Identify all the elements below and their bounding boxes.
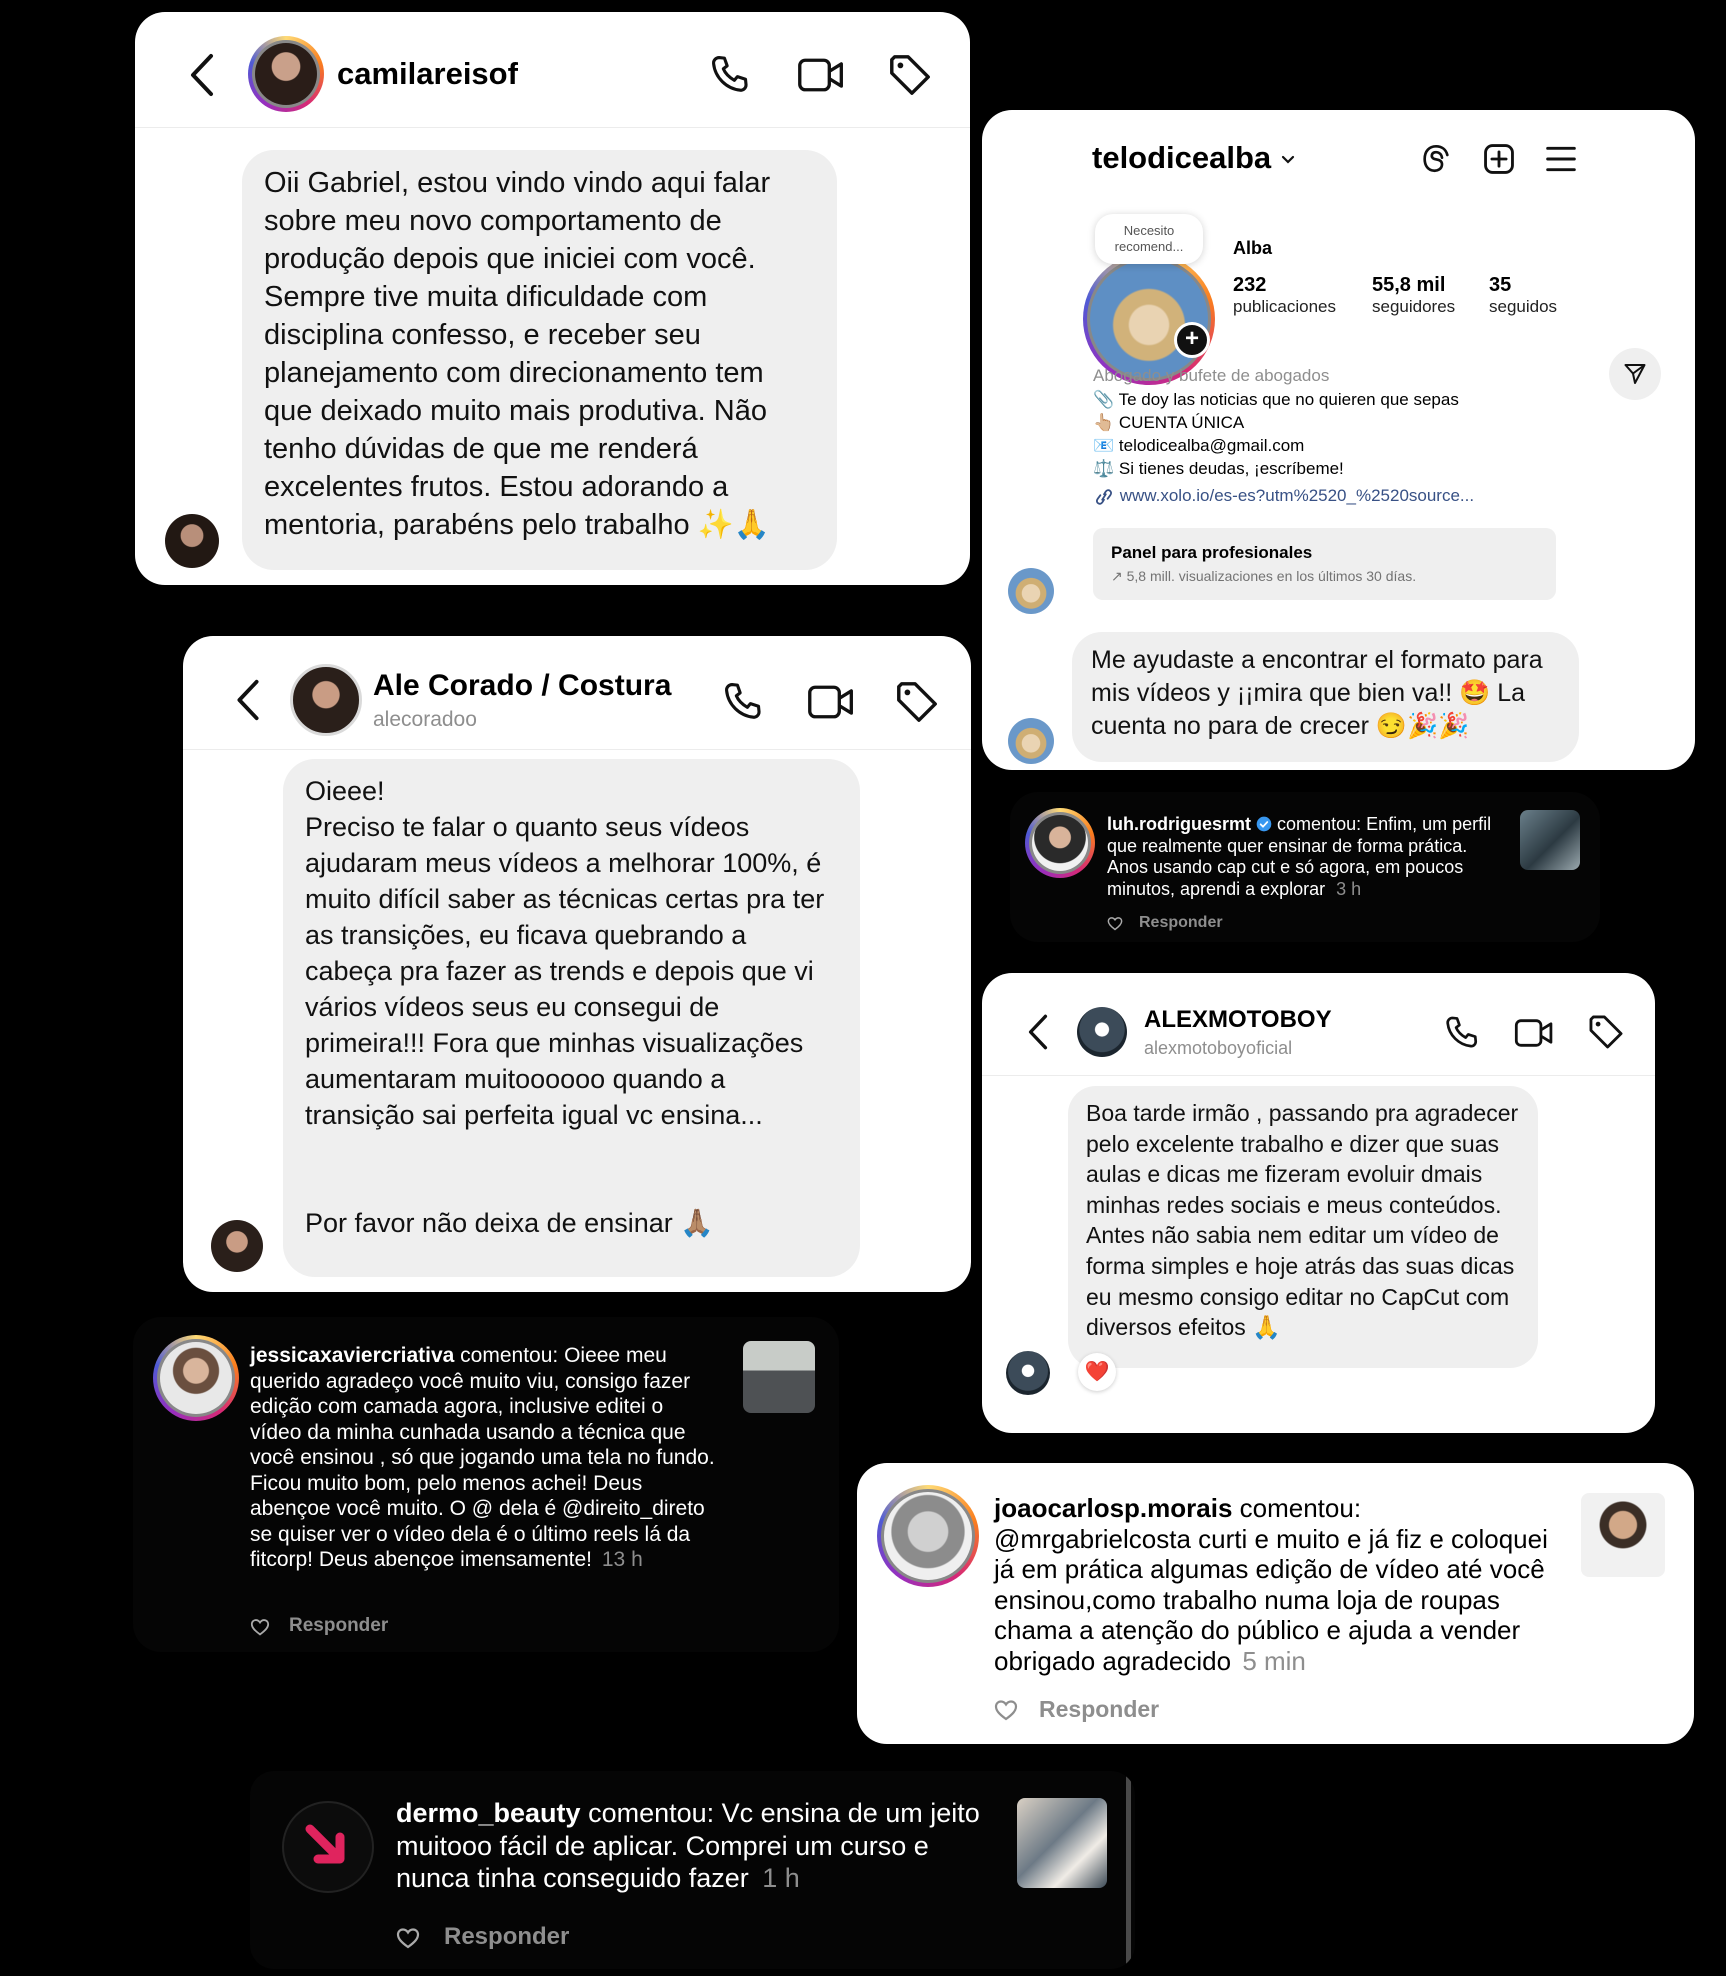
chat-header [135, 12, 970, 128]
chat-name[interactable]: Ale Corado / Costura [373, 669, 672, 702]
menu-icon[interactable] [1545, 144, 1577, 174]
reply-link[interactable]: Responder [1139, 914, 1223, 931]
message-text-2: Por favor não deixa de ensinar 🙏🏽 [305, 1208, 714, 1238]
comment-card-joao [857, 1463, 1694, 1744]
link-icon [1093, 488, 1115, 506]
reply-link[interactable]: Responder [444, 1923, 570, 1950]
verified-badge-icon [1256, 816, 1272, 832]
commenter-avatar[interactable] [153, 1335, 239, 1421]
tag-icon[interactable] [894, 679, 940, 725]
note-bubble[interactable]: Necesito recomend... [1095, 214, 1203, 264]
sender-avatar[interactable] [1008, 568, 1054, 614]
avatar[interactable] [1077, 1007, 1127, 1057]
chat-card-alecoradoo [183, 636, 971, 1292]
chat-header [183, 636, 971, 750]
sender-avatar[interactable] [211, 1220, 263, 1272]
profile-name: Alba [1233, 238, 1273, 258]
stat-followers[interactable]: 55,8 mil seguidores [1372, 274, 1456, 316]
phone-icon[interactable] [720, 679, 764, 725]
send-icon-button[interactable] [1609, 348, 1661, 400]
profile-username[interactable]: telodicealba [1092, 140, 1296, 176]
heart-icon[interactable] [1107, 916, 1123, 931]
chat-username[interactable]: camilareisof [337, 56, 518, 91]
post-thumbnail[interactable] [1520, 810, 1580, 870]
comment-username[interactable]: jessicaxaviercriativa [250, 1344, 455, 1367]
chat-name[interactable]: ALEXMOTOBOY [1144, 1006, 1332, 1033]
message-text: Boa tarde irmão , passando pra agradecer pelo excelente trabalho e dizer que suas aulas e dicas me fizeram evoluir dmais minhas redes sociais e meus conteúdos. Antes não sabia nem editar um vídeo de forma simples e hoje atrás das suas dicas eu mesmo consigo editar no CapCut com diversos efeitos 🙏 [1086, 1100, 1519, 1341]
avatar[interactable] [248, 36, 324, 112]
commenter-avatar[interactable] [282, 1801, 374, 1893]
sender-avatar[interactable] [165, 514, 219, 568]
message-bubble[interactable] [1068, 1086, 1538, 1368]
tag-icon[interactable] [887, 52, 933, 98]
message-bubble[interactable] [1072, 632, 1579, 762]
post-thumbnail[interactable] [1581, 1493, 1665, 1577]
profile-card-telodicealba [982, 110, 1695, 770]
sender-avatar[interactable] [1006, 1351, 1050, 1395]
chevron-down-icon[interactable] [1280, 154, 1296, 166]
comment-text: jessicaxaviercriativa comentou: Oieee meu querido agradeço você muito viu, consigo fazer edição com camada agora, inclusive editei o vídeo da minha cunhada usando a técnica que você ensinou , só que jogando uma tela no fundo. Ficou muito bom, pelo menos achei! Deus abençoe você muito. O @ dela é @direito_direto se quiser ver o vídeo dela é o último reels lá da fitcorp! Deus abençoe imensamente! 13 h [250, 1344, 715, 1571]
bio-line-2: 👆🏼 CUENTA ÚNICA [1093, 413, 1245, 432]
comment-username[interactable]: luh.rodriguesrmt [1107, 814, 1252, 834]
post-thumbnail[interactable] [743, 1341, 815, 1413]
message-bubble[interactable] [242, 150, 837, 570]
heart-icon[interactable] [994, 1699, 1018, 1721]
profile-link[interactable]: www.xolo.io/es-es?utm%2520_%2520source... [1093, 486, 1474, 506]
comment-text: dermo_beauty comentou: Vc ensina de um jeito muitooo fácil de aplicar. Comprei um curso e nunca tinha conseguido fazer 1 h [396, 1798, 980, 1893]
chat-handle: alecoradoo [373, 708, 477, 731]
message-text: Oii Gabriel, estou vindo vindo aqui falar sobre meu novo comportamento de produção depois que iniciei com você. Sempre tive muita dificuldade com disciplina confesso, e receber seu planejamento com direcionamento tem que deixado muito mais produtiva. Não tenho dúvidas de que me renderá excelentes frutos. Estou adorando a mentoria, parabéns pelo trabalho ✨🙏 [264, 167, 771, 541]
commenter-avatar[interactable] [877, 1485, 979, 1587]
back-chevron-icon[interactable] [235, 678, 261, 722]
chat-card-camilareisof [135, 12, 970, 585]
comment-text: joaocarlosp.morais comentou: @mrgabrielcosta curti e muito e já fiz e coloquei já em prática algumas edição de vídeo até você ensinou,como trabalho numa loja de roupas chama a atenção do público e ajuda a vender obrigado agradecido 5 min [994, 1493, 1548, 1676]
reply-link[interactable]: Responder [1039, 1696, 1160, 1722]
heart-icon[interactable] [396, 1927, 420, 1949]
phone-icon[interactable] [1442, 1013, 1480, 1053]
message-text: Me ayudaste a encontrar el formato para mis vídeos y ¡¡mira que bien va!! 🤩 La cuenta no para de crecer 😏🎉🎉 [1091, 646, 1543, 740]
message-bubble[interactable] [283, 759, 860, 1277]
scrollbar[interactable] [1126, 1775, 1131, 1965]
chat-header [982, 973, 1655, 1076]
video-camera-icon[interactable] [807, 681, 855, 723]
back-chevron-icon[interactable] [1027, 1013, 1049, 1051]
chat-handle: alexmotoboyoficial [1144, 1038, 1293, 1058]
commenter-avatar[interactable] [1025, 808, 1095, 878]
comment-card-luh [1010, 792, 1600, 942]
video-camera-icon[interactable] [797, 54, 845, 96]
tag-icon[interactable] [1587, 1013, 1625, 1051]
chat-card-alexmotoboy [982, 973, 1655, 1433]
send-icon [1623, 362, 1647, 386]
comment-text: luh.rodriguesrmt comentou: Enfim, um perfil que realmente quer ensinar de forma prática. Anos usando cap cut e só agora, em poucos minutos, aprendi a explorar 3 h [1107, 814, 1492, 899]
comment-card-jessica [133, 1317, 839, 1652]
sender-avatar[interactable] [1008, 718, 1054, 764]
post-thumbnail[interactable] [1017, 1798, 1107, 1888]
comment-username[interactable]: joaocarlosp.morais [994, 1493, 1233, 1523]
stat-posts[interactable]: 232 publicaciones [1233, 274, 1337, 316]
phone-icon[interactable] [707, 52, 751, 98]
message-text: Oieee! Preciso te falar o quanto seus vídeos ajudaram meus vídeos a melhorar 100%, é muito difícil saber as técnicas certas pra ter as transições, eu ficava quebrando a cabeça pra fazer as trends e depois que vi vários vídeos seus eu consegui de primeira!!! Fora que minhas visualizações aumentaram muitoooooo quando a transição sai perfeita igual vc ensina... [305, 776, 825, 1130]
bio-line-4: ⚖️ Si tienes deudas, ¡escríbeme! [1093, 459, 1344, 478]
professional-dashboard[interactable]: Panel para profesionales ↗ 5,8 mill. visualizaciones en los últimos 30 días. [1093, 528, 1556, 600]
reply-link[interactable]: Responder [289, 1615, 389, 1636]
avatar[interactable] [290, 664, 362, 736]
bio-line-1: 📎 Te doy las noticias que no quieren que sepas [1093, 390, 1459, 409]
add-post-icon[interactable] [1482, 142, 1516, 176]
profile-category: Abogado y bufete de abogados [1093, 366, 1330, 385]
bio-line-3[interactable]: 📧 telodicealba@gmail.com [1093, 436, 1305, 455]
heart-icon[interactable] [250, 1618, 270, 1636]
back-chevron-icon[interactable] [189, 52, 215, 98]
message-reaction[interactable]: ❤️ [1078, 1353, 1116, 1391]
comment-card-dermo [250, 1771, 1135, 1969]
stat-following[interactable]: 35 seguidos [1489, 274, 1558, 316]
comment-username[interactable]: dermo_beauty [396, 1798, 581, 1828]
trend-arrow-icon [304, 1823, 354, 1873]
threads-icon[interactable] [1420, 142, 1452, 176]
plus-badge-icon[interactable]: + [1174, 322, 1210, 358]
video-camera-icon[interactable] [1514, 1015, 1554, 1051]
